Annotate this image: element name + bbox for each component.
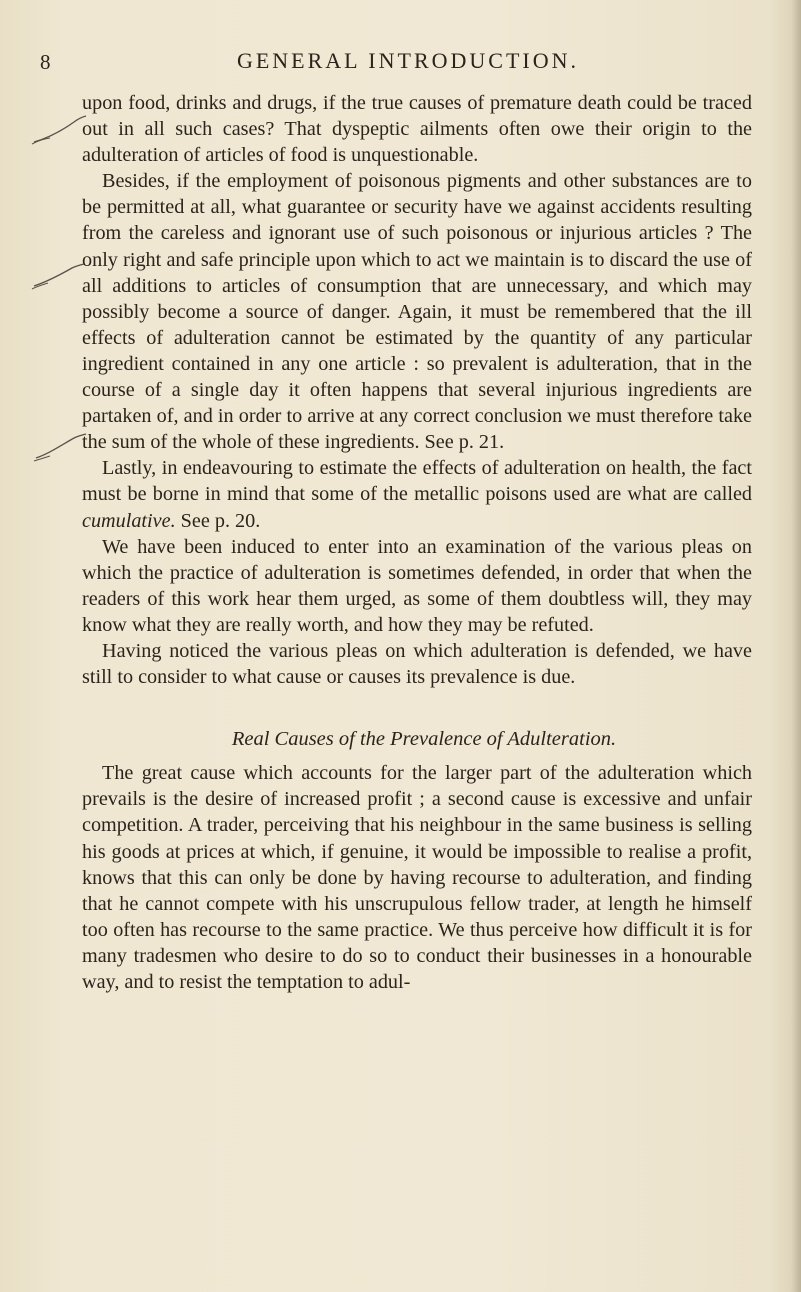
paragraph: Having noticed the various pleas on which adulteration is defended, we have still to consider to what cause or causes its prevalence is due. (82, 639, 752, 689)
paragraph-text: See p. 20. (175, 509, 261, 532)
emphasis-text: cumulative. (82, 509, 176, 532)
page-number: 8 (40, 50, 51, 74)
paragraph-text: Lastly, in endeavouring to estimate the effects of adulteration on health, the fact must be borne in mind that some of the metallic poisons used are what are called (82, 457, 752, 506)
running-header (30, 46, 770, 76)
body-text (82, 90, 752, 995)
paragraph: upon food, drinks and drugs, if the true causes of premature death could be traced out in all such cases? That dyspeptic ailments often owe their origin to the adulteration of articles of food is unquestionable. (82, 92, 752, 167)
paragraph: Besides, if the employment of poisonous pigments and other substances are to be permitted at all, what guarantee or security have we against accidents resulting from the careless and ignorant use of such poisonous or injurious articles ? The only right and safe principle upon which to act we maintain is to discard the use of all additions to articles of consumption that are unnecessary, and which may possibly become a source of danger. Again, it must be remembered that the ill effects of adulteration cannot be estimated by the quantity of any particular ingredient contained in any one article : so prevalent is adulteration, that in the course of a single day it often happens that several injurious ingredients are partaken of, and in order to arrive at any correct conclusion we must therefore take the sum of the whole of these ingredients. See p. 21. (82, 170, 752, 454)
paragraph (82, 455, 752, 533)
paragraph: We have been induced to enter into an examination of the various pleas on which the practice of adulteration is sometimes defended, in order that when the readers of this work hear them urged, as some of them doubtless will, they may know what they are really worth, and how they may be refuted. (82, 535, 752, 636)
section-heading: Real Causes of the Prevalence of Adulteration. (231, 728, 617, 751)
page-edge-shadow (791, 0, 801, 1292)
running-title: GENERAL INTRODUCTION. (236, 48, 580, 73)
paragraph: The great cause which accounts for the larger part of the adulteration which prevails is the desire of increased profit ; a second cause is excessive and unfair competition. A trader, perceiving that his neighbour in the same business is selling his goods at prices at which, if genuine, it would be impossible to realise a profit, knows that this can only be done by having recourse to adulteration, and finding that he cannot compete with his unscrupulous fellow trader, at length he himself too often has recourse to the same practice. We thus perceive how difficult it is for many tradesmen who desire to do so to conduct their businesses in a honourable way, and to resist the temptation to adul- (82, 762, 752, 993)
